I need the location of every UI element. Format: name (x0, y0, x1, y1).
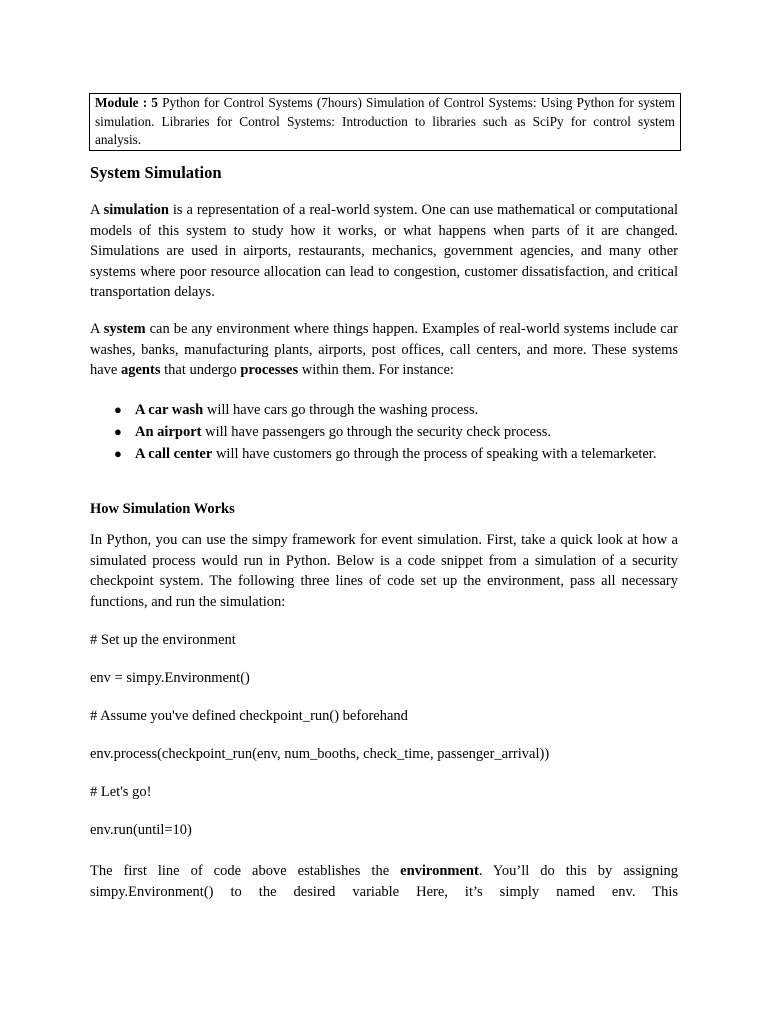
list-item: ● A car wash will have cars go through the washing process. (90, 399, 690, 421)
code-line: # Assume you've defined checkpoint_run() beforehand (90, 708, 408, 724)
module-description: Python for Control Systems (7hours) Simulation of Control Systems: Using Python for system simulation. Libraries for Control Systems: Introduction to libraries such as SciPy for control system analysis. (95, 95, 676, 147)
code-line: env.process(checkpoint_run(env, num_booths, check_time, passenger_arrival)) (90, 746, 550, 762)
module-label: Module : 5 (95, 95, 158, 110)
code-line: env.run(until=10) (90, 822, 192, 838)
section-title: System Simulation (90, 163, 222, 182)
term-agents: agents (121, 362, 161, 378)
code-line: # Let's go! (90, 784, 152, 800)
environment-paragraph: The first line of code above establishes the environment. You’ll do this by assigning simpy.Environment() to the desired variable Here, it’s simply named env. This (90, 863, 678, 900)
term-system: system (103, 321, 146, 337)
bullet-icon: ● (114, 402, 122, 417)
subheading: How Simulation Works (90, 501, 235, 517)
simpy-paragraph: In Python, you can use the simpy framework for event simulation. First, take a quick look at how a simulated process would run in Python. Below is a code snippet from a simulation of a security checkpoint system. The following three lines of code set up the environment, pass all necessary functions, and run the simulation: (90, 532, 678, 610)
bullet-icon: ● (114, 446, 122, 461)
term-simulation: simulation (103, 202, 169, 218)
simulation-paragraph: A simulation is a representation of a real-world system. One can use mathematical or computational models of this system to study how it works, or what happens when parts of it are changed. Simulations are used in airports, restaurants, mechanics, government agencies, and many other systems where poor resource allocation can lead to congestion, customer dissatisfaction, and critical transportation delays. (90, 202, 678, 300)
module-header-box (89, 93, 681, 151)
examples-list (90, 399, 690, 465)
list-item: ● An airport will have passengers go through the security check process. (90, 421, 690, 443)
system-paragraph: A system can be any environment where things happen. Examples of real-world systems include car washes, banks, manufacturing plants, airports, post offices, call centers, and more. These systems have agents that undergo processes within them. For instance: (90, 321, 679, 378)
list-item: ● A call center will have customers go through the process of speaking with a telemarketer. (90, 443, 690, 465)
code-line: env = simpy.Environment() (90, 670, 250, 686)
code-line: # Set up the environment (90, 632, 236, 648)
bullet-icon: ● (114, 424, 122, 439)
term-processes: processes (240, 362, 299, 378)
term-environment: environment (400, 863, 479, 879)
